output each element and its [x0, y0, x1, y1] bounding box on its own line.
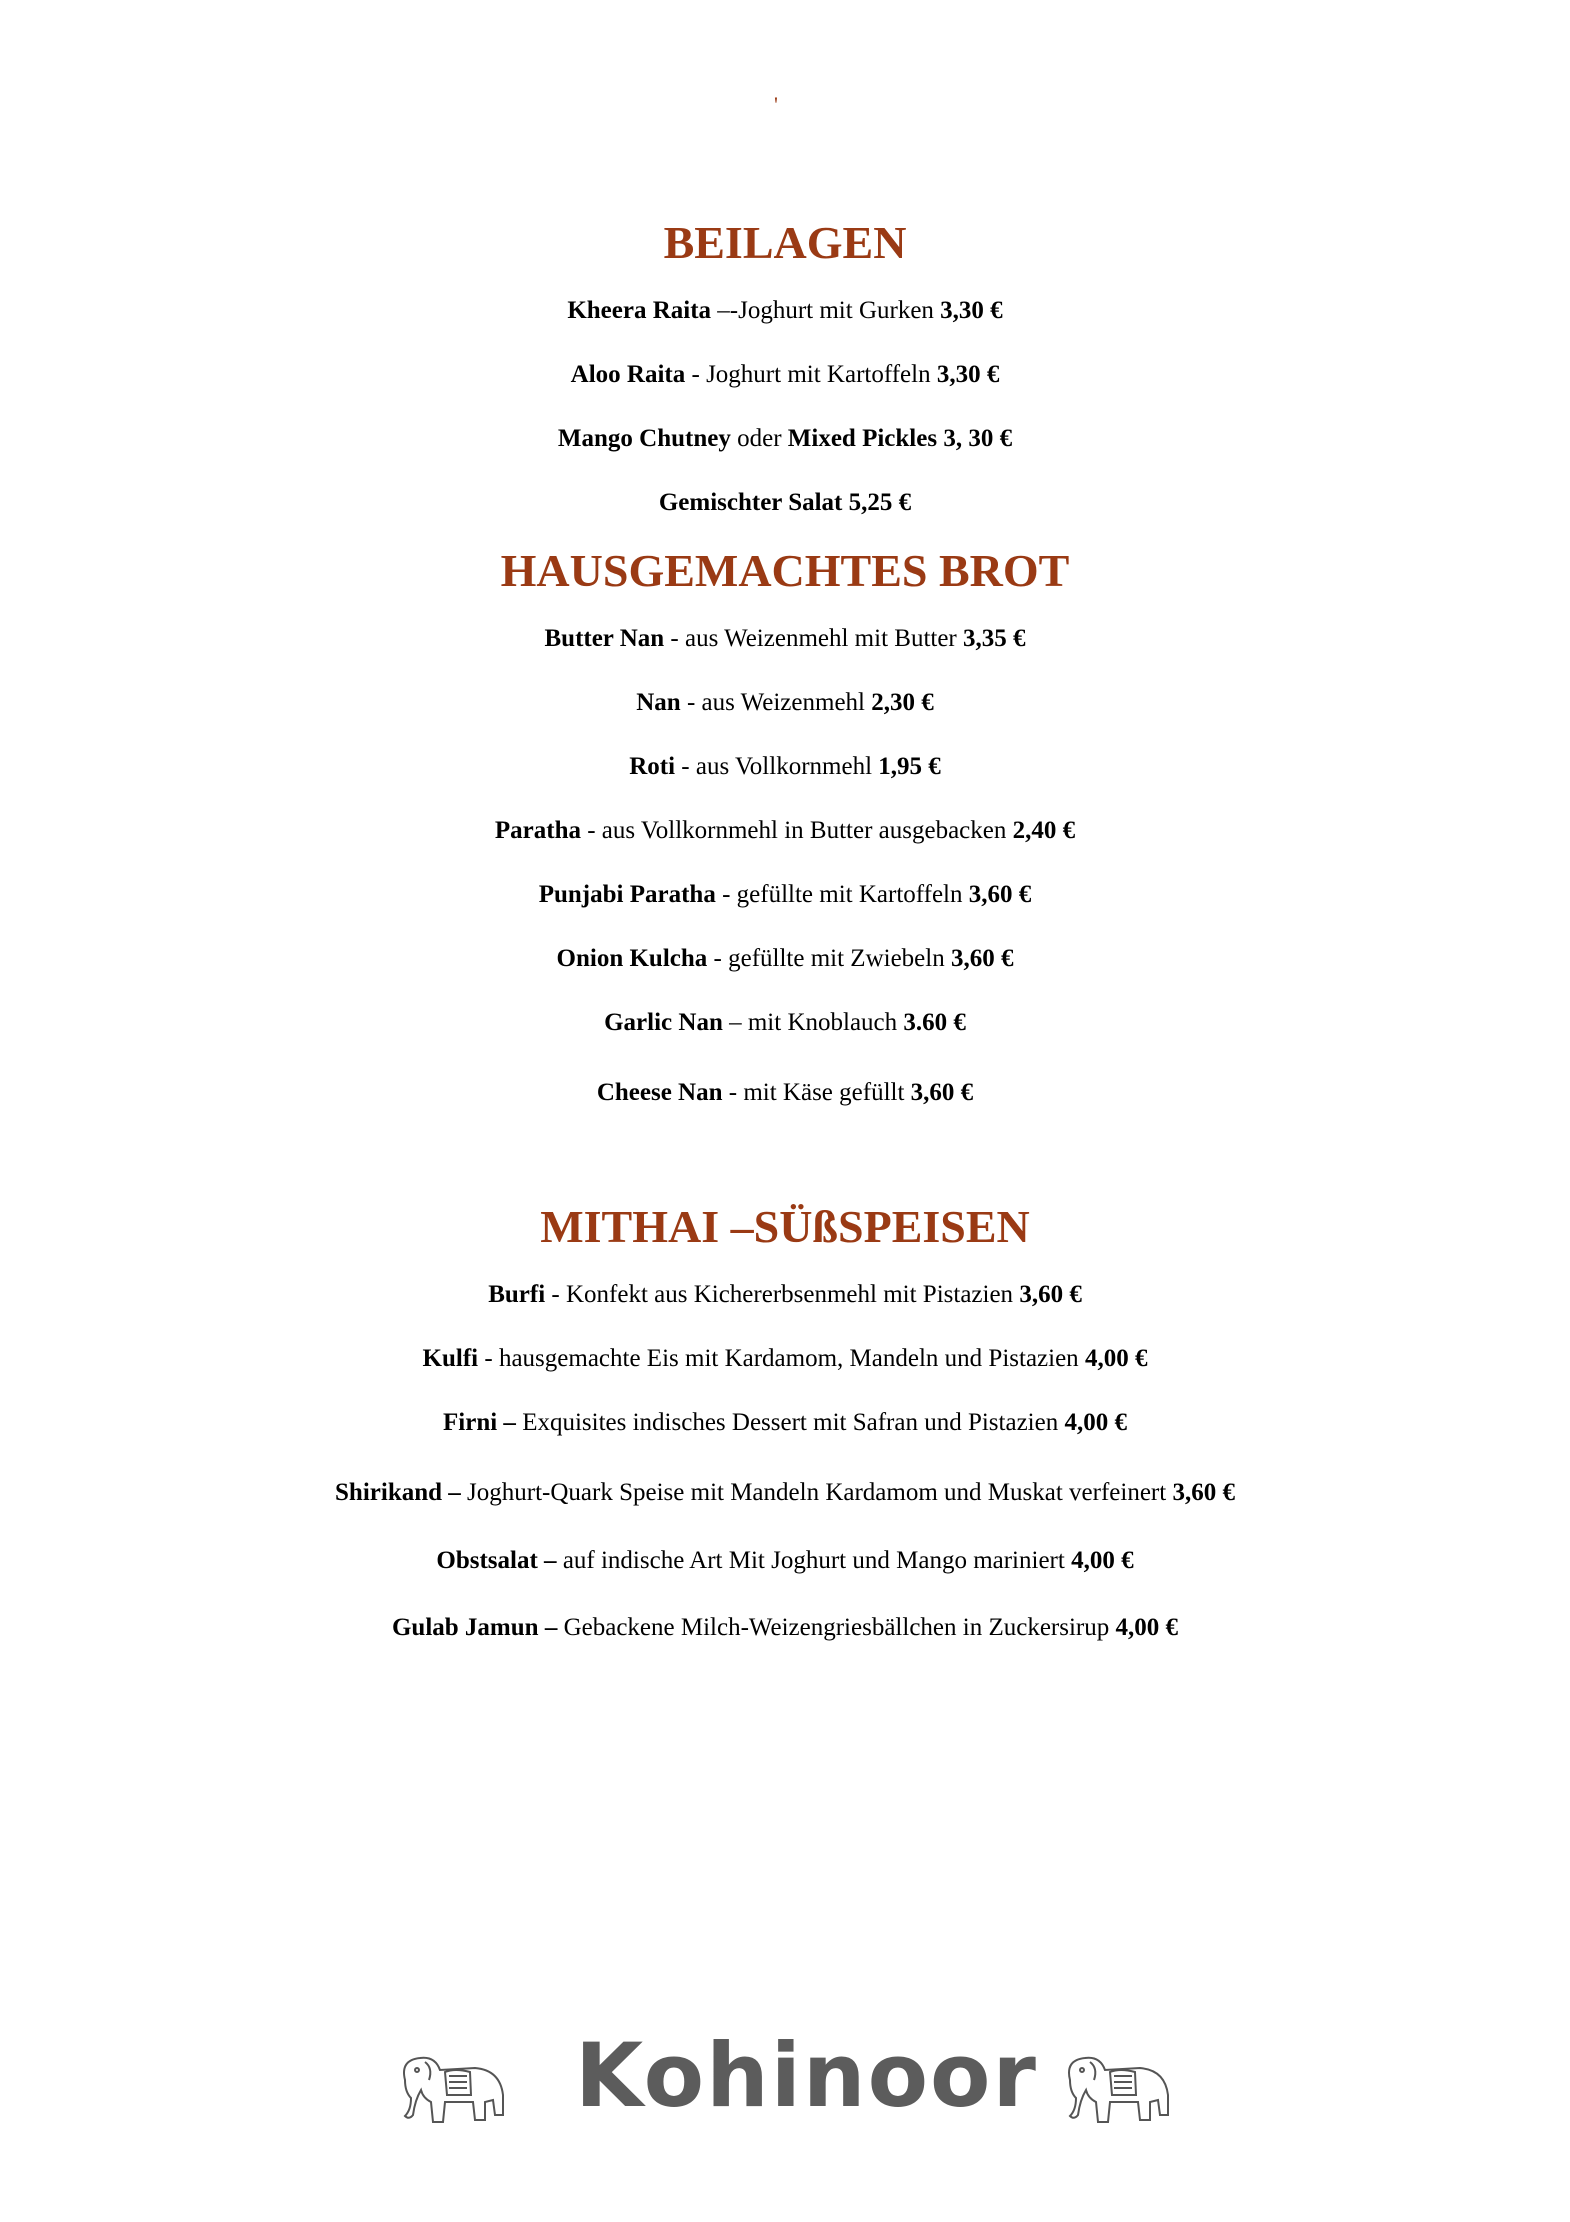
item-name: Burfi	[488, 1281, 546, 1308]
item-name: Garlic Nan	[604, 1009, 723, 1036]
menu-item	[0, 1548, 1570, 1573]
item-price: 3,60 €	[1172, 1479, 1235, 1506]
item-desc: Gebackene Milch-Weizengriesbällchen in Zuckersirup	[557, 1614, 1116, 1641]
item-price: 4,00 €	[1071, 1547, 1134, 1574]
section-title-brot: HAUSGEMACHTES BROT	[500, 545, 1070, 596]
item-name: Paratha	[494, 817, 581, 844]
menu-item	[0, 1346, 1570, 1371]
section-title-mithai: MITHAI –SÜßSPEISEN	[540, 1201, 1030, 1252]
menu-item	[0, 1010, 1570, 1035]
item-name: Cheese Nan	[596, 1079, 723, 1106]
menu-item	[0, 298, 1570, 323]
item-desc: auf indische Art Mit Joghurt und Mango mariniert	[556, 1547, 1072, 1574]
item-desc: - gefüllte mit Zwiebeln	[707, 945, 951, 972]
section-title-beilagen: BEILAGEN	[663, 217, 907, 268]
item-name: Firni –	[443, 1409, 516, 1436]
item-name: Gulab Jamun –	[391, 1614, 558, 1641]
item-desc: –-Joghurt mit Gurken	[711, 297, 941, 324]
menu-item	[0, 426, 1570, 451]
menu-item	[0, 946, 1570, 971]
menu-item	[0, 490, 1570, 515]
item-price: 4,00 €	[1064, 1409, 1127, 1436]
menu-item	[0, 882, 1570, 907]
item-name: Shirikand –	[335, 1479, 461, 1506]
item-desc: Exquisites indisches Dessert mit Safran und Pistazien	[515, 1409, 1065, 1436]
item-name: Mango Chutney	[557, 425, 731, 452]
item-desc: oder	[730, 425, 788, 452]
item-price: 3, 30 €	[937, 425, 1013, 452]
item-desc: – mit Knoblauch	[722, 1009, 904, 1036]
item-desc: - aus Weizenmehl mit Butter	[664, 625, 964, 652]
menu-item	[0, 690, 1570, 715]
menu-item	[0, 1282, 1570, 1307]
item-price: 3,60 €	[910, 1079, 974, 1106]
item-price: 2,40 €	[1012, 817, 1076, 844]
item-price: 3,60 €	[1019, 1281, 1082, 1308]
item-price: 3.60 €	[903, 1009, 966, 1036]
item-desc: - Konfekt aus Kichererbsenmehl mit Pistazien	[545, 1281, 1020, 1308]
item-name: Obstsalat –	[436, 1547, 557, 1574]
item-desc: - aus Vollkornmehl in Butter ausgebacken	[580, 817, 1013, 844]
menu-item	[0, 1410, 1570, 1435]
item-price: 3,60 €	[968, 881, 1032, 908]
item-desc: - gefüllte mit Kartoffeln	[715, 881, 969, 908]
item-name: Kulfi	[422, 1345, 479, 1372]
item-price: 1,95 €	[878, 753, 941, 780]
elephant-icon	[1050, 2040, 1180, 2140]
elephant-icon	[385, 2040, 515, 2140]
item-name: Roti	[629, 753, 676, 780]
top-mark: '	[774, 92, 778, 117]
item-desc: Joghurt-Quark Speise mit Mandeln Kardamom und Muskat verfeinert	[460, 1479, 1173, 1506]
item-desc: - Joghurt mit Kartoffeln	[685, 361, 937, 388]
menu-item	[0, 1615, 1570, 1640]
item-price: 3,35 €	[963, 625, 1026, 652]
item-price: 2,30 €	[871, 689, 934, 716]
item-desc: - hausgemachte Eis mit Kardamom, Mandeln und Pistazien	[478, 1345, 1085, 1372]
menu-item	[0, 754, 1570, 779]
item-name: Kheera Raita	[567, 297, 712, 324]
menu-item	[0, 362, 1570, 387]
item-name: Punjabi Paratha	[538, 881, 716, 908]
item-name: Aloo Raita	[570, 361, 686, 388]
item-price: 4,00 €	[1084, 1345, 1148, 1372]
item-desc: - mit Käse gefüllt	[722, 1079, 911, 1106]
item-name-2: Mixed Pickles	[787, 425, 938, 452]
item-price: 4,00 €	[1115, 1614, 1178, 1641]
item-desc: - aus Weizenmehl	[680, 689, 872, 716]
item-desc: - aus Vollkornmehl	[675, 753, 879, 780]
item-price: 3,60 €	[950, 945, 1014, 972]
item-price: 3,30 €	[936, 361, 1000, 388]
menu-item	[0, 818, 1570, 843]
item-name: Gemischter Salat 5,25 €	[658, 489, 912, 516]
logo-kohinoor: Kohinoor	[575, 2024, 1038, 2127]
menu-item	[0, 1080, 1570, 1105]
item-name: Onion Kulcha	[556, 945, 708, 972]
menu-item	[0, 1480, 1570, 1505]
item-name: Nan	[636, 689, 681, 716]
item-name: Butter Nan	[544, 625, 665, 652]
item-price: 3,30 €	[940, 297, 1003, 324]
menu-item	[0, 626, 1570, 651]
